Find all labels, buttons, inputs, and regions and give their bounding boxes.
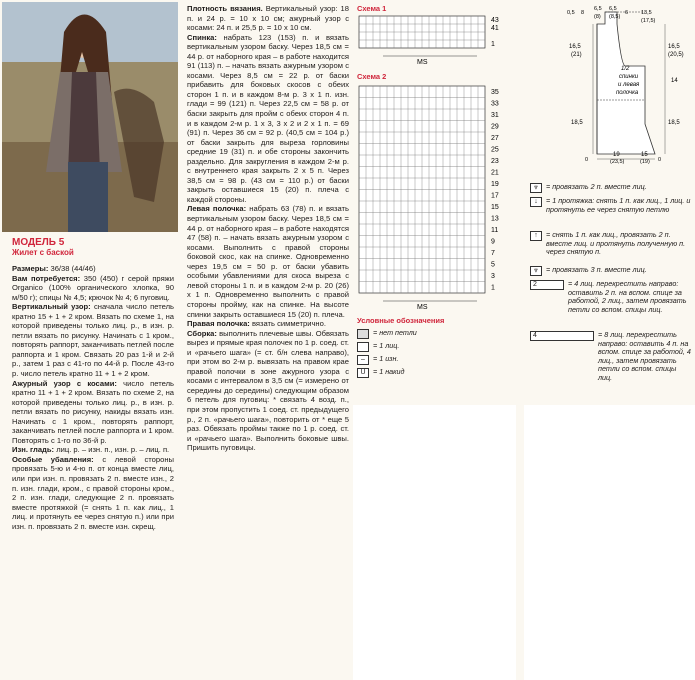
pat-label-3: 6,5 [609,6,617,12]
pat-label-22: (23,5) [610,159,625,164]
legend-left [357,316,507,396]
label-materials: Вам потребуется: [12,273,81,283]
scheme-1-row-label: 41 [491,25,499,32]
legend-ssk [530,197,692,214]
scheme-2-ms-label: MS [417,304,428,311]
scheme-2-row-label: 29 [491,123,499,131]
text-back: набрать 123 (153) п. и вязать вертикальным узором баску. Через 18,5 см = 44 р. от наборного края – в работе находится 91 (113) п. – начать вязать ажурным узором с косами. Через 8,5 см = 22 р. от баски прибавить для боковых скосов с обеих сторон 1 п. и в каждом 8-м р. 3 x 1 п. изн. глади = 99 (121) п. Через 22,5 см = 58 р. от баски закрыть для пройм с обеих сторон 4 п. и в каждом 2-м р. 1 x 3, 3 x 2 и 2 x 1 п. = 69 (91) п. Через 36 см = 92 р. (40,5 см = 104 р.) от баски закрыть для выреза горловины средние 19 (31) п. и обе стороны закончить раздельно. Для закругления в каждом 2-м р. с внутреннего края закрыть 2 x 5 п. Через 38,5 см = 98 р. (43 см = 110 р.) от баски закрыть оставшиеся 15 (20) п. плеча с каждой стороны. [187,32,349,204]
model-title: МОДЕЛЬ 5 [12,237,65,248]
legend-symbol-no-stitch [357,329,369,339]
pat-label-17: полочка [616,90,639,96]
legend-symbol-ssk: ↓ [530,197,542,207]
legend-symbol-k2tog: ⩔ [530,183,542,193]
legend-text-no-stitch: = нет петли [373,328,417,337]
scheme-2-row-label: 33 [491,100,499,108]
paragraph-gauge [187,4,349,33]
pat-label-15: спинки [619,74,639,80]
pat-label-0: 0,5 [567,10,575,16]
scheme-2-row-label: 31 [491,112,499,119]
legend-title: Условные обозначения [357,316,445,325]
scheme-2-row-label: 17 [491,192,499,200]
label-left-front: Левая полочка: [187,204,247,214]
legend-symbol-cable-8: 4 [530,331,594,341]
scheme-2-grid [357,84,557,314]
legend-item-no-stitch [357,329,507,340]
text-materials: 350 (450) г серой пряжи Organico (100% органического хлопка, 90 м/50 г); спицы № 4,5; крючок № 4; 6 пуговиц. [12,273,174,302]
scheme-2-row-label: 23 [491,158,499,165]
legend-k2tog [530,183,692,192]
text-reverse-stockinette: лиц. р. – изн. п., изн. р. – лиц. п. [54,445,170,455]
label-decreases: Особые убавления: [12,454,94,464]
label-lace-cable: Ажурный узор с косами: [12,378,117,388]
legend-text-sk2p: = снять 1 п. как лиц., провязать 2 п. вместе лиц. и протянуть полученную п. через снятую п. [546,230,686,257]
paragraph-left-front [187,204,349,319]
text-sizes: 36/38 (44/46) [48,264,96,273]
text-lace-cable: число петель кратно 11 + 1 + 2 кром. Вязать по схеме 2, на которой приведены только лиц. р., в изн. р. петли вязать по рисунку, накиды вязать изн. Начинать с 1 кром., повторять раппорт, заканчивать петлей после раппорта и 1 кром. Повторять с 1-го по 36-й р. [12,378,174,445]
text-assembly: выполнить плечевые швы. Обвязать вырез и прямые края полочек по 1 р. соед. ст. и «рачьего шага» (= ст. б/н слева направо), при этом во 2-м р. вывязать на правом крае правой полочки в зоне ажурного узора с косами с интервалом в 3,5 см (= измерено от середины до середины) следующим образом 6 петель для пуговиц: * связать 4 возд. п., при этом пропустить 1 соед. ст. предыдущего р., 2 п. «рачьего шага», повторить от * еще 5 раз. Обвязать проймы также по 1 р. соед. ст. и «рачьего шага». Выполнить боковые швы. Пришить пуговицы. [187,328,350,453]
pat-label-13: 14 [671,78,678,84]
garment-pattern [565,4,693,164]
blank-panel-right [524,405,695,680]
scheme-2-row-label: 35 [491,89,499,96]
paragraph-back [187,33,349,205]
legend-symbol-knit [357,342,369,352]
left-text-column [12,237,174,531]
pat-label-10: (21) [571,52,582,58]
scheme-2-row-label: 7 [491,250,495,257]
paragraph-assembly [187,329,349,453]
scheme-1-grid [357,14,557,74]
paragraph-sizes [12,264,174,274]
pattern-drawing [565,4,693,164]
legend-text-knit: = 1 лиц. [373,341,400,350]
legend-symbol-k3tog: ⩔ [530,266,542,276]
pat-label-11: 16,5 [668,44,680,50]
middle-text-column [187,4,349,453]
pat-label-24: (19) [640,159,650,164]
pat-label-2: 6,5 [594,6,602,12]
pat-label-19: 18,5 [668,120,680,126]
paragraph-materials [12,274,174,303]
scheme-2-row-label: 9 [491,238,495,246]
scheme-2-row-label: 1 [491,284,495,292]
pat-label-20: 0 [585,157,589,163]
legend-symbol-purl: – [357,355,369,365]
paragraph-right-front [187,319,349,329]
legend-sk2p [530,231,692,257]
pat-label-1: 8 [581,10,585,16]
legend-symbol-yarnover: U [357,368,369,378]
label-gauge: Плотность вязания. [187,4,263,13]
text-left-front: набрать 63 (78) п. и вязать вертикальным узором баску. Через 18,5 см = 44 р. от наборного края – в работе находятся 47 (58) п. – начать вязать ажурным узором с косами. Выполнить с правой стороны боковой скос, как на спинке. Одновременно через 19,5 см = 50 р. от баски убавить особыми убавлениями для скоса выреза с левой стороны 1 п. и в каждом 2-м р. 20 (26) x 1 п. Одновременно выполнить с правой стороны пройму, как на спинке. На высоте спинки закрыть оставшиеся 15 (20) п. плеча. [187,204,349,319]
legend-cable-8 [530,331,692,383]
pat-label-18: 18,5 [571,120,583,126]
scheme-2-row-label: 15 [491,204,499,211]
scheme-2-row-label: 21 [491,169,499,177]
label-right-front: Правая полочка: [187,319,250,329]
label-sizes: Размеры: [12,264,49,273]
model-subtitle: Жилет с баской [12,248,74,257]
legend-text-k2tog: = провязать 2 п. вместе лиц. [546,182,647,191]
legend-cable-4 [530,280,692,314]
model-photo [2,2,178,232]
legend-text-k3tog: = провязать 3 п. вместе лиц. [546,265,647,274]
legend-item-knit [357,342,507,353]
pat-label-8: (17,5) [641,18,656,24]
legend-text-cable-4: = 4 лиц. перекрестить направо: оставить 2 п. на вспом. спице за работой, 2 лиц., затем провязать петли со вспом. спицы лиц. [568,279,687,314]
label-vertical-pattern: Вертикальный узор: [12,302,91,312]
pat-label-4: 6 [625,10,629,16]
scheme-1-row-label: 1 [491,41,495,48]
legend-text-purl: = 1 изн. [373,354,399,363]
pat-label-5: 13,5 [641,10,652,16]
legend-symbol-sk2p: ↑ [530,231,542,241]
scheme-2-row-label: 25 [491,146,499,154]
paragraph-decreases [12,455,174,531]
scheme-2-row-label: 5 [491,261,495,269]
scheme-2-row-label: 13 [491,215,499,223]
scheme-1-title: Схема 1 [357,4,387,13]
legend-text-cable-8: = 8 лиц. перекрестить направо: оставить 4 п. на вспом. спице за работой, 4 лиц., затем провязать петли со вспом. спицы лиц. [598,330,691,382]
scheme-2-row-label: 3 [491,273,495,280]
legend-k3tog [530,266,692,275]
legend-right [530,183,692,398]
scheme-1-row-label: 43 [491,17,499,24]
pat-label-21: 19 [613,152,620,158]
pat-label-7: (8,5) [609,14,621,20]
label-reverse-stockinette: Изн. гладь: [12,445,55,455]
pat-label-23: 15 [641,152,648,158]
legend-text-yarnover: = 1 накид [373,367,405,376]
label-assembly: Сборка: [187,328,217,338]
pat-label-6: (8) [594,14,601,20]
legend-text-ssk: = 1 протяжка: снять 1 п. как лиц., 1 лиц. и протянуть ее через снятую петлю [546,196,691,214]
legend-item-yarnover [357,368,507,379]
pat-label-25: 0 [658,157,662,163]
legend-symbol-cable-4: 2 [530,280,564,290]
text-vertical-pattern: сначала число петель кратно 15 + 1 + 2 кром. Вязать по схеме 1, на которой приведены только лиц. р., в изн. р. петли вязать по рисунку. Начинать с 1 кром., повторять раппорт, заканчивать петлей после раппорта и 1 кром. Связать 20 раз 1-й и 2-й р., затем 1 раз с 41-го по 44-й р. После 43-го р. число петель кратно 11 + 1 + 2 кром. [12,302,175,379]
scheme-2-title: Схема 2 [357,72,387,81]
legend-item-purl [357,355,507,366]
pat-label-12: (20,5) [668,52,684,58]
scheme-1 [357,4,557,74]
text-decreases: с левой стороны провязать 5-ю и 4-ю п. от конца вместе лиц, или при изн. п. провязать 2 п. вместе изн., 2 п. изн. глади, кром., с правой стороны кром., 2 п. изн. глади, следующие 2 п. провязать вместе протяжкой (= снять 1 п. как лиц., 1 лиц. и протянуть ее через снятую п.) или при изн. п. провязать 2 п. вместе изн. скрещ. [12,454,174,531]
scheme-1-ms-label: MS [417,59,428,66]
label-back: Спинка: [187,32,217,42]
paragraph-vertical-pattern [12,302,174,378]
pat-label-14: 1/2 [621,66,630,72]
pat-label-9: 16,5 [569,44,581,50]
text-right-front: вязать симметрично. [249,319,326,329]
text-gauge: Вертикальный узор: 18 п. и 24 р. = 10 x 10 см; ажурный узор с косами: 24 п. и 25,5 р. = 10 x 10 см. [187,4,350,33]
paragraph-reverse-stockinette [12,445,174,455]
scheme-2-row-label: 11 [491,227,499,234]
scheme-2-row-label: 19 [491,181,499,188]
pat-label-16: и левая [618,82,640,88]
scheme-2-row-label: 27 [491,135,499,142]
blank-panel-left [353,405,516,680]
photo-illustration [2,2,178,232]
paragraph-lace-cable [12,379,174,446]
scheme-2 [357,72,557,312]
